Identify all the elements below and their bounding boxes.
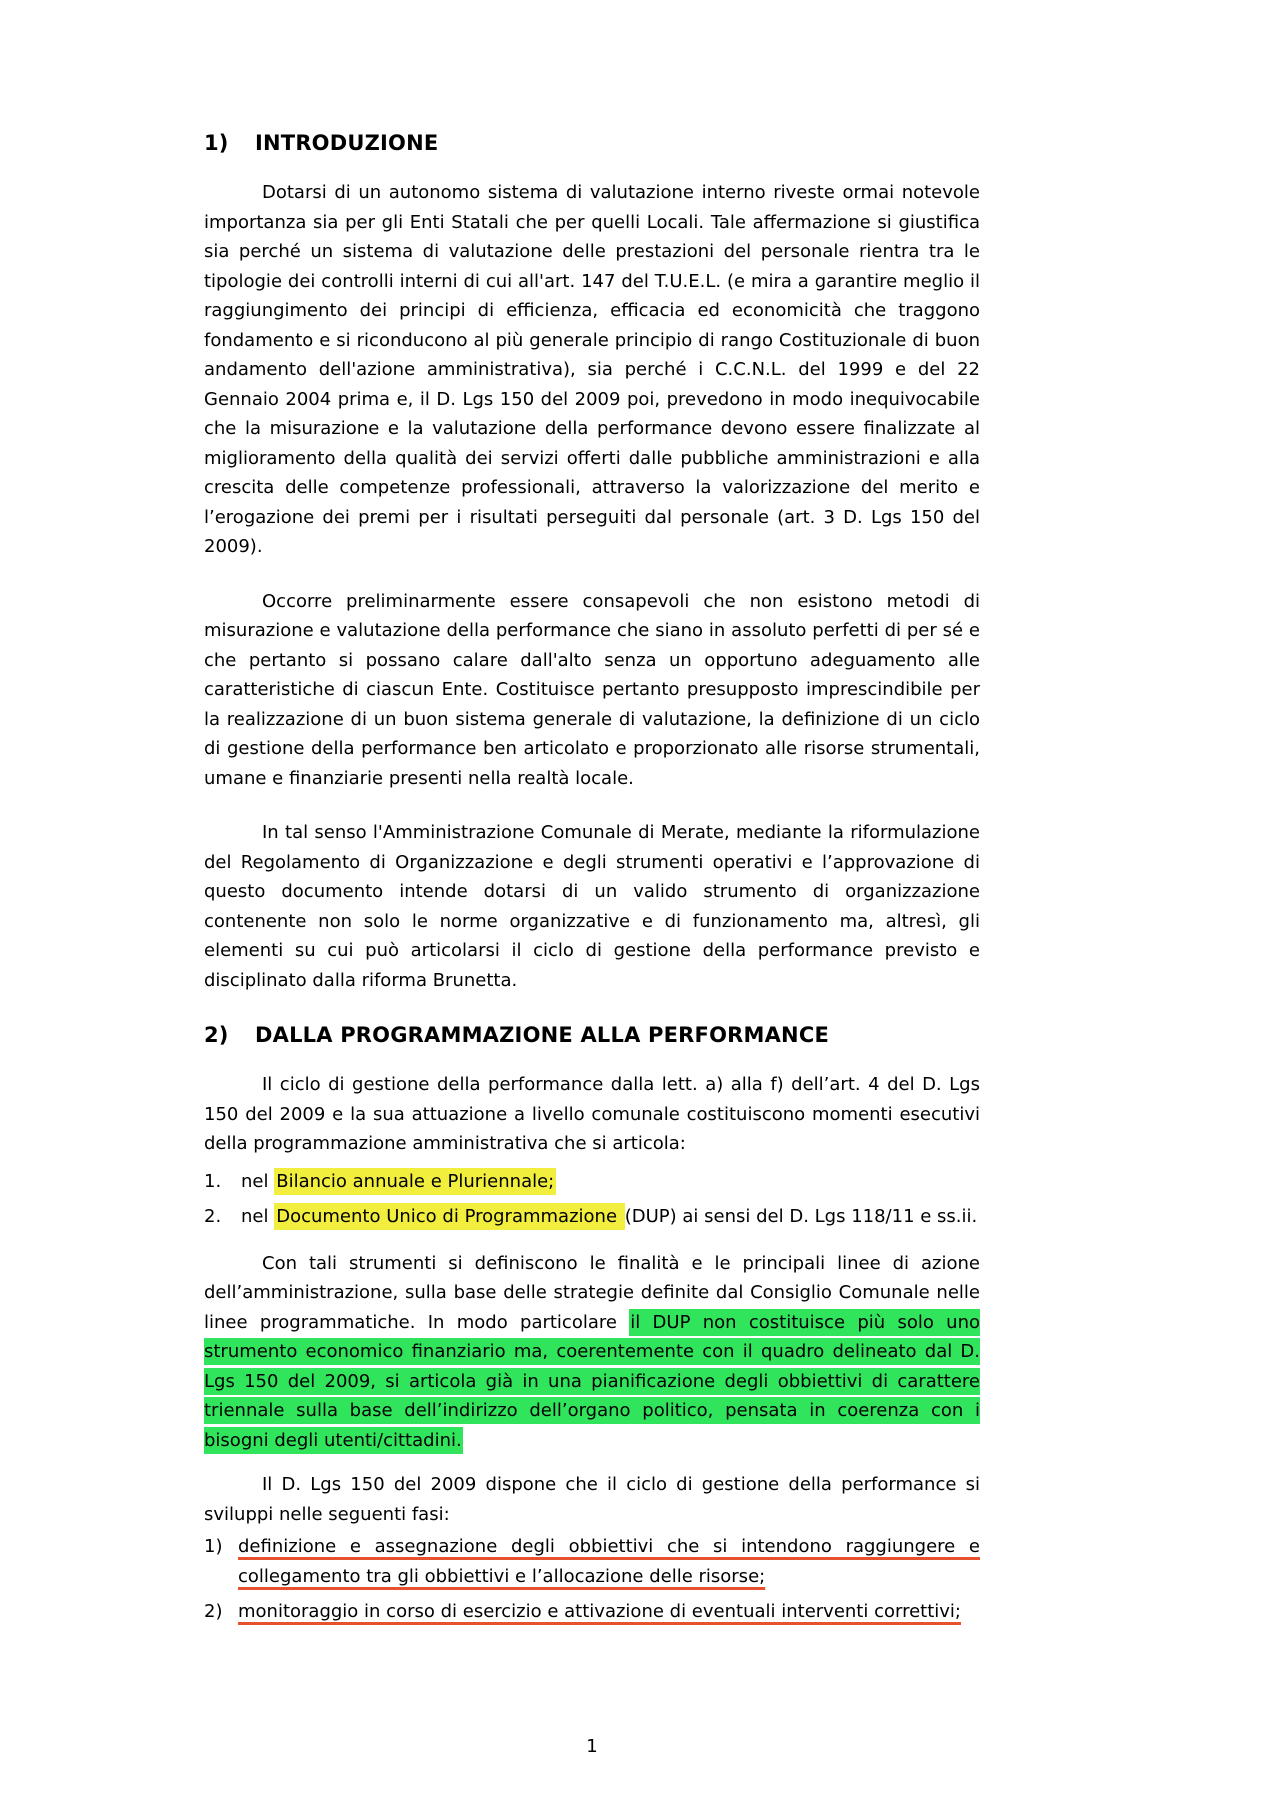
- list-item: [204, 1597, 980, 1627]
- paragraph-occorre: Occorre preliminarmente essere consapevoli che non esistono metodi di misurazione e valutazione della performance che siano in assoluto perfetti di per sé e che pertanto si possano calare dall'alto senza un opportuno adeguamento alle caratteristiche di ciascun Ente. Costituisce pertanto presupposto imprescindibile per la realizzazione di un buon sistema generale di valutazione, la definizione di un ciclo di gestione della performance ben articolato e proporzionato alle risorse strumentali, umane e finanziarie presenti nella realtà locale.: [204, 590, 980, 789]
- paragraph-il-ciclo: Il ciclo di gestione della performance dalla lett. a) alla f) dell’art. 4 del D. Lgs 150 del 2009 e la sua attuazione a livello comunale costituiscono momenti esecutivi della programmazione amministrativa che si articola:: [204, 1074, 980, 1154]
- section-title: DALLA PROGRAMMAZIONE ALLA PERFORMANCE: [255, 1023, 829, 1047]
- paragraph-con-tali-strumenti: [204, 1249, 980, 1456]
- list-item-text-underlined: monitoraggio in corso di esercizio e attivazione di eventuali interventi correttivi;: [238, 1601, 961, 1622]
- section-heading-introduzione: [204, 128, 980, 158]
- document-content: [204, 128, 980, 1644]
- list-item-marker: 2): [204, 1601, 223, 1622]
- page-number: 1: [586, 1736, 598, 1757]
- list-item-marker: 2.: [204, 1206, 222, 1227]
- section-number: 1): [204, 131, 229, 155]
- list-strumenti-programmazione: [204, 1167, 980, 1232]
- list-item-marker: 1): [204, 1536, 223, 1557]
- list-item: [204, 1167, 980, 1197]
- list-item-text-underlined: definizione e assegnazione degli obbiettivi che si intendono raggiungere e collegamento tra gli obbiettivi e l’allocazione delle risorse;: [238, 1536, 980, 1587]
- list-item-text: [241, 1167, 980, 1197]
- section-number: 2): [204, 1023, 229, 1047]
- text-segment: (DUP) ai sensi del D. Lgs 118/11 e ss.ii.: [624, 1206, 978, 1227]
- section-title: INTRODUZIONE: [255, 131, 439, 155]
- list-item: [204, 1532, 980, 1591]
- paragraph-in-tal-senso: In tal senso l'Amministrazione Comunale di Merate, mediante la riformulazione del Regolamento di Organizzazione e degli strumenti operativi e l’approvazione di questo documento intende dotarsi di un valido strumento di organizzazione contenente non solo le norme organizzative e di funzionamento ma, altresì, gli elementi su cui può articolarsi il ciclo di gestione della performance previsto e disciplinato dalla riforma Brunetta.: [204, 822, 980, 991]
- text-segment: Con tali strumenti si definiscono le finalità e le principali linee di azione dell’amministrazione, sulla base delle strategie definite dal Consiglio Comunale nelle linee programmatiche. In modo particolare: [204, 1252, 980, 1333]
- paragraph-fasi-intro: Il D. Lgs 150 del 2009 dispone che il ciclo di gestione della performance si sviluppi nelle seguenti fasi:: [204, 1474, 980, 1525]
- highlighted-text-segment: Bilancio annuale e Pluriennale;: [274, 1168, 556, 1195]
- text-segment: nel: [241, 1170, 275, 1192]
- list-item-text: [241, 1202, 980, 1232]
- text-segment: nel: [241, 1206, 275, 1227]
- list-item-marker: 1.: [204, 1170, 222, 1192]
- list-fasi-performance: [204, 1532, 980, 1627]
- paragraph-dotarsi: Dotarsi di un autonomo sistema di valutazione interno riveste ormai notevole importanza sia per gli Enti Statali che per quelli Locali. Tale affermazione si giustifica sia perché un sistema di valutazione delle prestazioni del personale rientra tra le tipologie dei controlli interni di cui all'art. 147 del T.U.E.L. (e mira a garantire meglio il raggiungimento dei principi di efficienza, efficacia ed economicità che traggono fondamento e si riconducono al più generale principio di rango Costituzionale di buon andamento dell'azione amministrativa), sia perché i C.C.N.L. del 1999 e del 22 Gennaio 2004 prima e, il D. Lgs 150 del 2009 poi, prevedono in modo inequivocabile che la misurazione e la valutazione della performance devono essere finalizzate al miglioramento della qualità dei servizi offerti dalle pubbliche amministrazioni e alla crescita delle competenze professionali, attraverso la valorizzazione del merito e l’erogazione dei premi per i risultati perseguiti dal personale (art. 3 D. Lgs 150 del 2009).: [204, 182, 980, 557]
- section-heading-programmazione: [204, 1020, 980, 1050]
- list-item: [204, 1202, 980, 1232]
- highlighted-text-segment: il DUP non costituisce più solo uno strumento economico finanziario ma, coerentemente con il quadro delineato dal D. Lgs 150 del 2009, si articola già in una pianificazione degli obbiettivi di carattere triennale sulla base dell’indirizzo dell’organo politico, pensata in coerenza con i bisogni degli utenti/cittadini.: [204, 1309, 980, 1454]
- highlighted-text-segment: Documento Unico di Programmazione: [274, 1203, 625, 1230]
